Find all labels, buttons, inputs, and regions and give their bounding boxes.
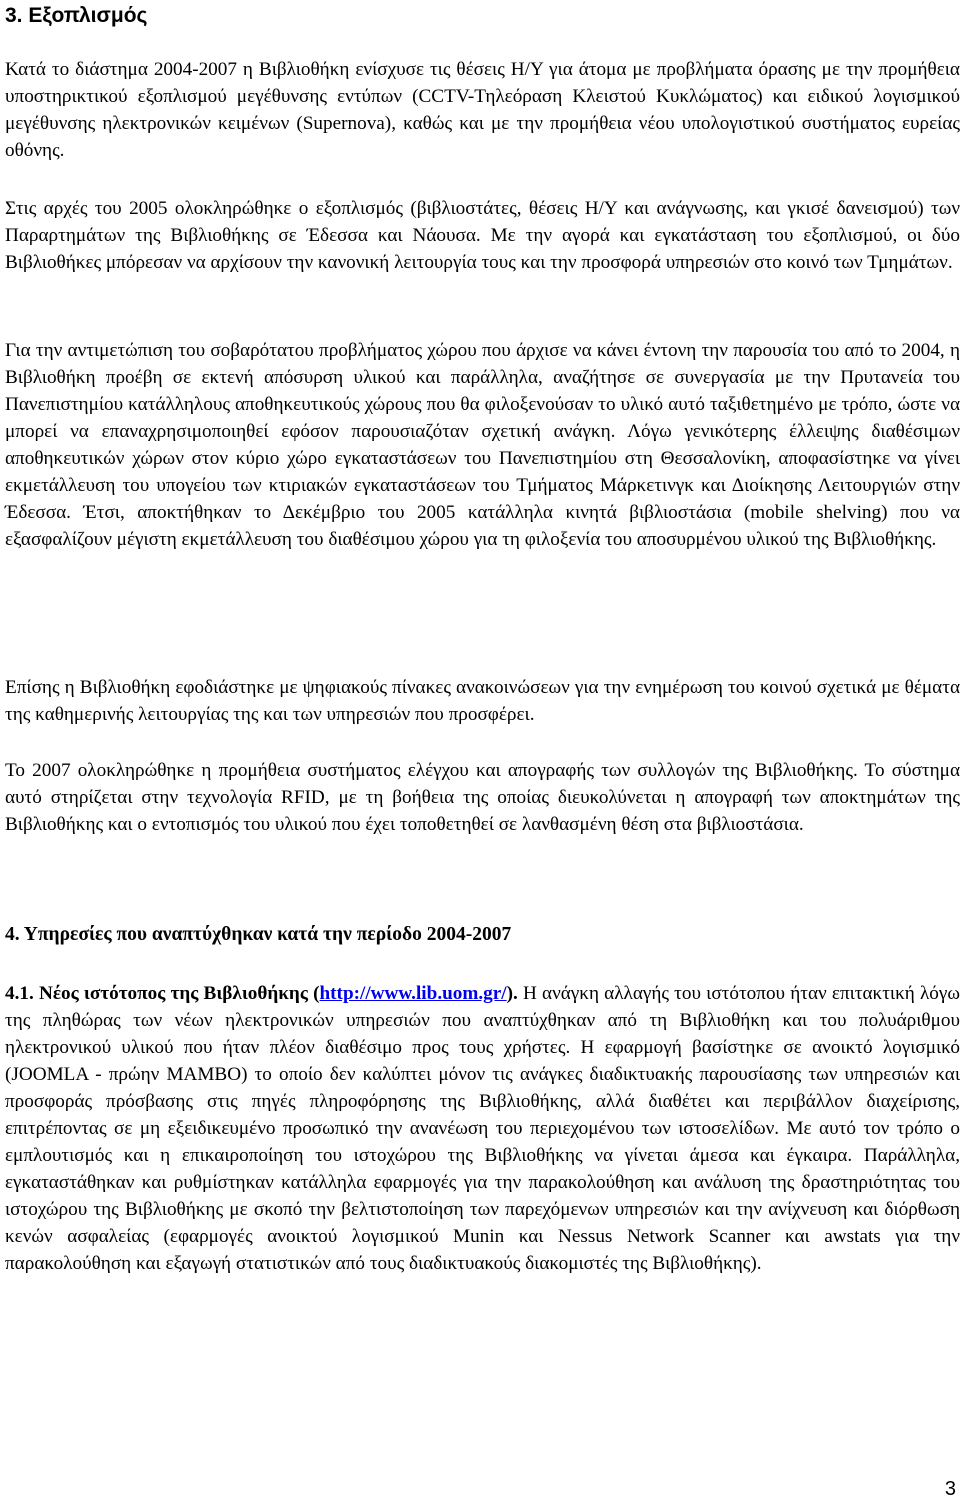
paragraph-equipment-2: Στις αρχές του 2005 ολοκληρώθηκε ο εξοπλισμός (βιβλιοστάτες, θέσεις Η/Υ και ανάγνωσης, και γκισέ δανεισμού) των Παραρτημάτων της Βιβλιοθήκης σε Έδεσσα και Νάουσα. Με την αγορά και εγκατάσταση του εξοπλισμού, οι δύο Βιβλιοθήκες μπόρεσαν να αρχίσουν την κανονική λειτουργία τους και την προσφορά υπηρεσιών στο κοινό των Τμημάτων. bbox=[5, 198, 960, 273]
section-3-heading: 3. Εξοπλισμός bbox=[5, 4, 148, 27]
subsection-title-start: 4.1. Νέος ιστότοπος της Βιβλιοθήκης ( bbox=[5, 983, 320, 1004]
paragraph-equipment-1: Κατά το διάστημα 2004-2007 η Βιβλιοθήκη ενίσχυσε τις θέσεις Η/Υ για άτομα με προβλήματα όρασης με την προμήθεια υποστηρικτικού εξοπλισμού μεγέθυνσης εντύπων (CCTV-Τηλεόραση Κλειστού Κυκλώματος) και ειδικού λογισμικού μεγέθυνσης ηλεκτρονικών κειμένων (Supernova), καθώς και με την προμήθεια νέου υπολογιστικού συστήματος ευρείας οθόνης. bbox=[5, 59, 960, 161]
paragraph-equipment-5: Το 2007 ολοκληρώθηκε η προμήθεια συστήματος ελέγχου και απογραφής των συλλογών της Βιβλιοθήκης. Το σύστημα αυτό στηρίζεται στην τεχνολογία RFID, με τη βοήθεια της οποίας διευκολύνεται η απογραφή των αποκτημάτων της Βιβλιοθήκης και ο εντοπισμός του υλικού που έχει τοποθετηθεί σε λανθασμένη θέση στα βιβλιοστάσια. bbox=[5, 760, 960, 835]
page-number: 3 bbox=[944, 1478, 956, 1500]
library-website-link[interactable]: http://www.lib.uom.gr/ bbox=[319, 983, 507, 1004]
paragraph-equipment-4: Επίσης η Βιβλιοθήκη εφοδιάστηκε με ψηφιακούς πίνακες ανακοινώσεων για την ενημέρωση του κοινού σχετικά με θέματα της καθημερινής λειτουργίας της και των υπηρεσιών που προσφέρει. bbox=[5, 677, 960, 725]
paragraph-equipment-3: Για την αντιμετώπιση του σοβαρότατου προβλήματος χώρου που άρχισε να κάνει έντονη την παρουσία του από το 2004, η Βιβλιοθήκη προέβη σε εκτενή απόσυρση υλικού και παράλληλα, αναζήτησε σε συνεργασία με την Πρυτανεία του Πανεπιστημίου κατάλληλους αποθηκευτικούς χώρους που θα φιλοξενούσαν το υλικό αυτό ταξιθετημένο με τρόπο, ώστε να μπορεί να επαναχρησιμοποιηθεί εφόσον παρουσιαζόταν σχετική ανάγκη. Λόγω γενικότερης έλλειψης διαθέσιμων αποθηκευτικών χώρων στον κύριο χώρο εγκαταστάσεων του Πανεπιστημίου στη Θεσσαλονίκη, αποφασίστηκε να γίνει εκμετάλλευση του υπογείου των κτιριακών εγκαταστάσεων του Τμήματος Μάρκετινγκ και Διοίκησης Λειτουργιών στην Έδεσσα. Έτσι, αποκτήθηκαν το Δεκέμβριο του 2005 κατάλληλα κινητά βιβλιοστάσια (mobile shelving) που να εξασφαλίζουν μέγιστη εκμετάλλευση του διαθέσιμου χώρου για τη φιλοξενία του αποσυρμένου υλικού της Βιβλιοθήκης. bbox=[5, 340, 960, 550]
section-4-heading: 4. Υπηρεσίες που αναπτύχθηκαν κατά την περίοδο 2004-2007 bbox=[5, 924, 512, 945]
paragraph-new-website bbox=[5, 980, 960, 1277]
subsection-body-text: Η ανάγκη αλλαγής του ιστότοπου ήταν επιτακτική λόγω της πληθώρας των νέων ηλεκτρονικών υπηρεσιών που αναπτύχθηκαν από τη Βιβλιοθήκη και του πολυάριθμου ηλεκτρονικού υλικού που ήταν πλέον διαθέσιμο προς τους χρήστες. Η εφαρμογή βασίστηκε σε ανοικτό λογισμικό (JOOMLA - πρώην MAMBO) το οποίο δεν καλύπτει μόνον τις ανάγκες διαδικτυακής παρουσίασης των υπηρεσιών και προσφοράς πρόσβασης στις πηγές πληροφόρησης της Βιβλιοθήκης, αλλά διαθέτει και περιβάλλον διαχείρισης, επιτρέποντας σε μη εξειδικευμένο προσωπικό την ανανέωση του περιεχομένου των ιστοσελίδων. Με αυτό τον τρόπο ο εμπλουτισμός και η επικαιροποίηση του ιστοχώρου της Βιβλιοθήκης να γίνεται άμεσα και έγκαιρα. Παράλληλα, εγκαταστάθηκαν και ρυθμίστηκαν κατάλληλα εφαρμογές για την παρακολούθηση και ανάλυση της δραστηριότητας του ιστοχώρου της Βιβλιοθήκης με σκοπό την βελτιστοποίηση των παρεχόμενων υπηρεσιών και την ανίχνευση και διόρθωση κενών ασφαλείας (εφαρμογές ανοικτού λογισμικού Munin και Nessus Network Scanner και awstats για την παρακολούθηση και εξαγωγή στατιστικών από τους διαδικτυακούς διακομιστές της Βιβλιοθήκης). bbox=[5, 983, 960, 1274]
subsection-title-end: ). bbox=[506, 983, 518, 1004]
